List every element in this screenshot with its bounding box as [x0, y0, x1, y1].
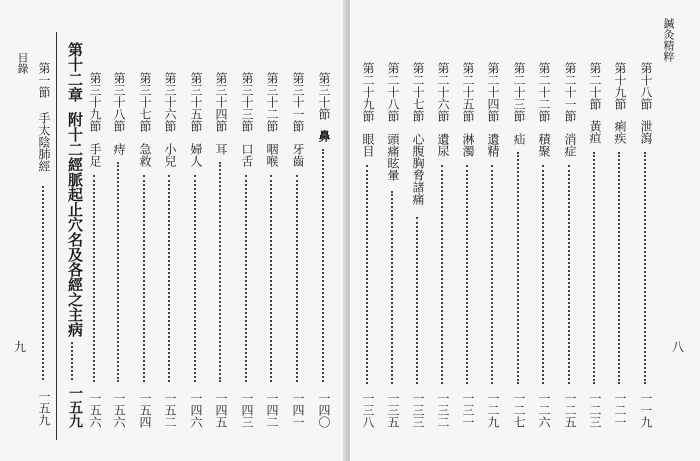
- section-label: 第三十九節: [88, 72, 102, 132]
- dot-leader: [168, 175, 170, 382]
- section-label: 第二十七節: [411, 62, 425, 122]
- dot-leader: [491, 165, 493, 384]
- section-label: 第三十五節: [189, 72, 203, 132]
- page-number: 一二七: [512, 392, 526, 428]
- dot-leader: [270, 175, 272, 382]
- toc-entry: [186, 0, 202, 461]
- toc-entry: [383, 0, 399, 461]
- dot-leader: [618, 152, 620, 384]
- page-number: 一五九: [67, 386, 83, 428]
- section-title: 手太陰肺經: [37, 112, 51, 172]
- page-number: 一四三: [240, 392, 254, 428]
- chapter-label: 第十二章: [66, 42, 84, 102]
- dot-leader: [593, 152, 595, 384]
- toc-entry: [358, 0, 374, 461]
- page-number: 一二六: [537, 392, 551, 428]
- dot-leader: [644, 152, 646, 384]
- section-title: 泄瀉: [639, 120, 653, 144]
- right-running-head: 鍼灸精粹: [662, 18, 675, 62]
- section-label: 第三十三節: [240, 72, 254, 132]
- toc-entry: [135, 0, 151, 461]
- toc-entry: [160, 0, 176, 461]
- section-label: 第二十三節: [512, 62, 526, 122]
- page-number: 一二五: [563, 392, 577, 428]
- dot-leader: [542, 165, 544, 384]
- toc-entry: [585, 0, 601, 461]
- section-label: 第二十四節: [486, 62, 500, 122]
- section-title: 遺尿: [436, 133, 450, 157]
- toc-chapter: [60, 0, 82, 461]
- page-number: 一三一: [461, 392, 475, 428]
- section-title: 小兒: [163, 143, 177, 167]
- dot-leader: [466, 165, 468, 384]
- section-title: 疝: [512, 133, 526, 145]
- section-label: 第十八節: [639, 62, 653, 110]
- section-label: 第二十節: [588, 62, 602, 110]
- toc-entry: [262, 0, 278, 461]
- section-label: 第三十二節: [265, 72, 279, 132]
- page-number: 一四一: [291, 392, 305, 428]
- page-number: 一四五: [214, 392, 228, 428]
- toc-entry: [433, 0, 449, 461]
- right-page: [350, 0, 700, 461]
- section-label: 第一節: [37, 62, 51, 98]
- page-number: 一三五: [386, 392, 400, 428]
- toc-entry: [211, 0, 227, 461]
- chapter-title: 附十二經脈起止穴名及各經之主病: [66, 112, 84, 337]
- page-number: 一三二: [436, 392, 450, 428]
- section-label: 第十九節: [613, 62, 627, 110]
- section-title: 淋濁: [461, 133, 475, 157]
- toc-entry: [534, 0, 550, 461]
- section-label: 第三十四節: [214, 72, 228, 132]
- dot-leader: [143, 175, 145, 382]
- section-title: 咽喉: [265, 143, 279, 167]
- right-folio: 八: [672, 340, 685, 354]
- dot-leader: [194, 175, 196, 382]
- dot-leader: [245, 175, 247, 382]
- left-running-head: 目錄: [16, 52, 29, 74]
- toc-entry: [109, 0, 125, 461]
- section-title: 遺精: [486, 133, 500, 157]
- section-label: 第二十八節: [386, 62, 400, 122]
- section-label: 第二十二節: [537, 62, 551, 122]
- section-title: 眼目: [361, 133, 375, 157]
- section-title: 頭痛眩暈: [386, 133, 400, 181]
- toc-entry: [610, 0, 626, 461]
- toc-entry: [560, 0, 576, 461]
- page-number: 一五四: [138, 392, 152, 428]
- toc-entry: [314, 0, 330, 461]
- section-title: 消症: [563, 133, 577, 157]
- dot-leader: [366, 165, 368, 384]
- page-number: 一五六: [112, 392, 126, 428]
- dot-leader: [117, 162, 119, 382]
- left-margin-rule: [56, 32, 57, 440]
- dot-leader: [568, 165, 570, 384]
- dot-leader: [219, 162, 221, 382]
- toc-entry: [85, 0, 101, 461]
- page-number: 一四二: [265, 392, 279, 428]
- section-label: 第三十八節: [112, 72, 126, 132]
- dot-leader: [296, 175, 298, 382]
- dot-leader: [42, 186, 44, 380]
- toc-entry: [483, 0, 499, 461]
- page-number: 一二一: [613, 392, 627, 428]
- section-label: 第二十六節: [436, 62, 450, 122]
- section-title: 手足: [88, 143, 102, 167]
- section-label: 第三十一節: [291, 72, 305, 132]
- toc-entry: [636, 0, 652, 461]
- section-title: 鼻: [317, 130, 331, 142]
- page-number: 一一九: [639, 392, 653, 428]
- section-label: 第三十六節: [163, 72, 177, 132]
- toc-entry: [458, 0, 474, 461]
- section-title: 黃疸: [588, 120, 602, 144]
- page-number: 一二三: [588, 392, 602, 428]
- dot-leader: [441, 165, 443, 384]
- left-folio: 九: [14, 340, 27, 354]
- page-number: 一三八: [361, 392, 375, 428]
- dot-leader: [517, 152, 519, 384]
- dot-leader: [391, 191, 393, 384]
- section-label: 第二十一節: [563, 62, 577, 122]
- section-title: 急救: [138, 143, 152, 167]
- page-number: 一二九: [486, 392, 500, 428]
- toc-entry: [408, 0, 424, 461]
- toc-entry: [34, 0, 50, 461]
- toc-entry: [237, 0, 253, 461]
- section-title: 心腹胸脅諸痛: [411, 133, 425, 205]
- dot-leader: [71, 342, 73, 380]
- section-title: 婦人: [189, 143, 203, 167]
- section-title: 積聚: [537, 133, 551, 157]
- dot-leader: [322, 149, 324, 382]
- page-number: 一四六: [189, 392, 203, 428]
- dot-leader: [416, 217, 418, 384]
- section-label: 第二十五節: [461, 62, 475, 122]
- section-label: 第三十節: [317, 72, 331, 120]
- section-title: 痢疾: [613, 120, 627, 144]
- page-number: 一五二: [163, 392, 177, 428]
- page-number: 一五九: [37, 390, 51, 426]
- section-title: 痔: [112, 143, 126, 155]
- page-number: 一五六: [88, 392, 102, 428]
- page-number: 一四〇: [317, 392, 331, 428]
- section-title: 耳: [214, 143, 228, 155]
- section-title: 口舌: [240, 143, 254, 167]
- section-label: 第二十九節: [361, 62, 375, 122]
- section-label: 第三十七節: [138, 72, 152, 132]
- toc-entry: [509, 0, 525, 461]
- page-number: 一三三: [411, 392, 425, 428]
- dot-leader: [93, 175, 95, 382]
- section-title: 牙齒: [291, 143, 305, 167]
- toc-entry: [288, 0, 304, 461]
